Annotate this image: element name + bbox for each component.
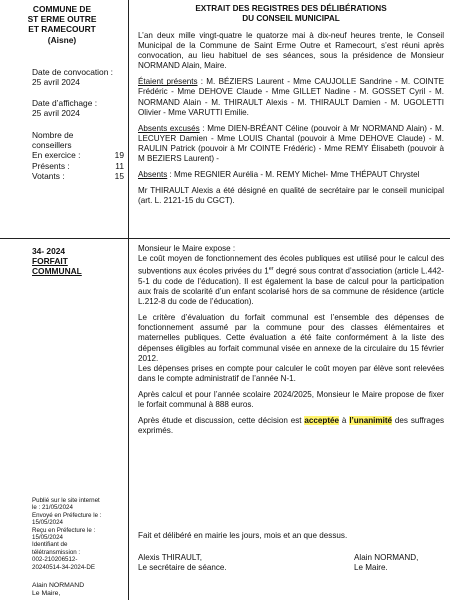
- closing-block: [138, 531, 444, 573]
- publication-line: 002-210206512-: [32, 556, 78, 564]
- publication-line: 15/05/2024: [32, 519, 63, 527]
- paragraph-3: Les dépenses prises en compte pour calculer le coût moyen par élève sont relevées dans le compte administratif de l’année N-1.: [138, 363, 444, 383]
- paragraph-5-start: Après étude et discussion, cette décision est: [138, 416, 305, 426]
- stat-value-en-exercice: 19: [114, 150, 124, 161]
- presents-label: Étaient présents: [138, 77, 198, 87]
- paragraph-5-mid: à: [339, 416, 350, 426]
- publication-line: télétransmission :: [32, 548, 81, 556]
- paragraph-2: Le critère d’évaluation du forfait communal est l’ensemble des dépenses de fonctionnement assumé par la commune pour des classes élémentaires et maternelles publiques. Cette évaluation a été faite conformément à la liste des dépenses éligibles au forfait communal visée en annexe de la circulaire du 15 février 2012.: [138, 313, 444, 363]
- maire-signature: [354, 553, 444, 573]
- column-divider: [128, 0, 129, 600]
- presents-paragraph: [138, 77, 444, 117]
- fait-line: Fait et délibéré en mairie les jours, mois et an que dessus.: [138, 531, 348, 540]
- commune-line-2: ST ERME OUTRE: [27, 14, 97, 25]
- stat-value-presents: 11: [115, 160, 124, 171]
- publication-line: Identifiant de: [32, 541, 68, 549]
- maire-signature-role: Le Maire.: [354, 563, 388, 573]
- excuses-label: Absents excusés: [138, 123, 200, 133]
- commune-line-4: (Aisne): [47, 34, 77, 45]
- affichage-block: [32, 98, 124, 118]
- convocation-block: [32, 67, 124, 87]
- intro-paragraph: L’an deux mille vingt-quatre le quatorze mai à dix-neuf heures trente, le Conseil Municipal de la Commune de Saint Erme Outre et Ramecourt, s’est réuni après convocation, au lieu habituel de ses séances, sous la présidence de Monsieur NORMAND Alain, Maire.: [138, 31, 444, 71]
- section-divider: [0, 238, 450, 239]
- secretaire-signature: [138, 553, 278, 573]
- publication-line: Publié sur le site internet: [32, 497, 100, 504]
- absents-label: Absents: [138, 170, 168, 180]
- stat-value-votants: 15: [114, 170, 124, 181]
- convocation-label: Date de convocation :: [32, 67, 114, 77]
- highlight-acceptee: acceptée: [304, 416, 340, 426]
- convocation-date: 25 avril 2024: [32, 77, 80, 88]
- deliberation-block: [32, 246, 124, 277]
- commune-line-3: ET RAMECOURT: [28, 24, 96, 35]
- upper-body: [138, 31, 444, 212]
- conseillers-stats: [32, 150, 124, 181]
- deliberation-number: 34- 2024: [32, 246, 66, 256]
- paragraph-1-end: degré sous contrat d’association (article L.442-5-1 du code de l’éducation). Il est également la base de calcul pour la participation aux frais de scolarité d’un enfant scolarisé hors de sa commune de résidence (article L.212-8 du code de l’éducation).: [138, 266, 445, 307]
- maire-name: Alain NORMAND: [32, 582, 85, 589]
- commune-line-1: COMMUNE DE: [32, 4, 92, 14]
- stat-label-en-exercice: En exercice :: [32, 150, 81, 161]
- conseillers-block: [32, 130, 124, 181]
- maire-signature-block: [32, 582, 124, 598]
- paragraph-5-end: des suffrages exprimés.: [138, 416, 445, 436]
- header-line-1: EXTRAIT DES REGISTRES DES DÉLIBÉRATIONS: [195, 4, 387, 13]
- signature-row: [138, 553, 444, 573]
- secretaire-name: Alexis THIRAULT,: [138, 553, 203, 563]
- paragraph-5: [138, 416, 444, 436]
- presents-text: : M. BÉZIERS Laurent - Mme CAUJOLLE Sandrine - M. COINTE Frédéric - Mme DEHOVE Claude - Mme GILLET Nadine - M. GOSSET Cyril - M. NORMAND Alain - M. THIRAULT Alexis - M. THIRAULT Damien - M. UGOLETTI Olivier - Mme VARUTTI Emilie.: [138, 77, 444, 117]
- publication-line: Reçu en Préfecture le :: [32, 526, 96, 534]
- secretaire-role: Le secrétaire de séance.: [138, 563, 227, 573]
- commune-header: [0, 4, 124, 45]
- absents-text: : Mme REGNIER Aurélia - M. REMY Michel- Mme THÉPAUT Chrystel: [167, 170, 420, 180]
- paragraph-1-start: Le coût moyen de fonctionnement des écoles publiques est utilisé pour le calcul des subventions aux écoles privées du 1: [138, 254, 444, 276]
- affichage-label: Date d’affichage :: [32, 98, 98, 108]
- maire-signature-name: Alain NORMAND,: [354, 553, 419, 563]
- paragraph-1-sup: er: [268, 266, 274, 273]
- expose-line: Monsieur le Maire expose :: [138, 244, 236, 253]
- maire-role: Le Maire,: [32, 590, 61, 597]
- paragraph-1: [138, 254, 444, 307]
- excuses-paragraph: [138, 124, 444, 164]
- publication-line: 20240514-34-2024-DE: [32, 563, 95, 571]
- deliberation-title-2: COMMUNAL: [32, 266, 82, 277]
- registre-header: [138, 4, 444, 24]
- publication-line: le : 21/05/2024: [32, 504, 73, 512]
- deliberation-title-1: FORFAIT: [32, 256, 68, 267]
- publication-line: Envoyé en Préfecture le :: [32, 511, 102, 519]
- conseillers-title-1: Nombre de: [32, 130, 74, 140]
- affichage-date: 25 avril 2024: [32, 108, 80, 119]
- publication-line: 15/05/2024: [32, 534, 63, 542]
- conseillers-title-2: conseillers: [32, 140, 72, 151]
- stat-label-presents: Présents :: [32, 160, 70, 171]
- deliberation-body: [138, 244, 444, 442]
- stat-label-votants: Votants :: [32, 170, 65, 181]
- header-line-2: DU CONSEIL MUNICIPAL: [242, 14, 340, 23]
- highlight-unanimite: l’unanimité: [349, 416, 393, 426]
- absents-paragraph: [138, 170, 444, 180]
- paragraph-4: Après calcul et pour l’année scolaire 2024/2025, Monsieur le Maire propose de fixer le forfait communal à 888 euros.: [138, 389, 444, 409]
- excuses-text: : Mme DIEN-BRÉANT Céline (pouvoir à Mr NORMAND Alain) - M. LECUYER Damien - Mme LOUIS Chantal (pouvoir à Mme DEHOVE Claude) - M. RAULIN Patrick (pouvoir à Mr COINTE Frédéric) - Mme REMY Élisabeth (pouvoir à M BEZIERS Laurent) -: [138, 123, 444, 164]
- publication-block: [32, 497, 124, 571]
- secretaire-paragraph: Mr THIRAULT Alexis a été désigné en qualité de secrétaire par le conseil municipal (art. L. 2121-15 du CGCT).: [138, 186, 444, 206]
